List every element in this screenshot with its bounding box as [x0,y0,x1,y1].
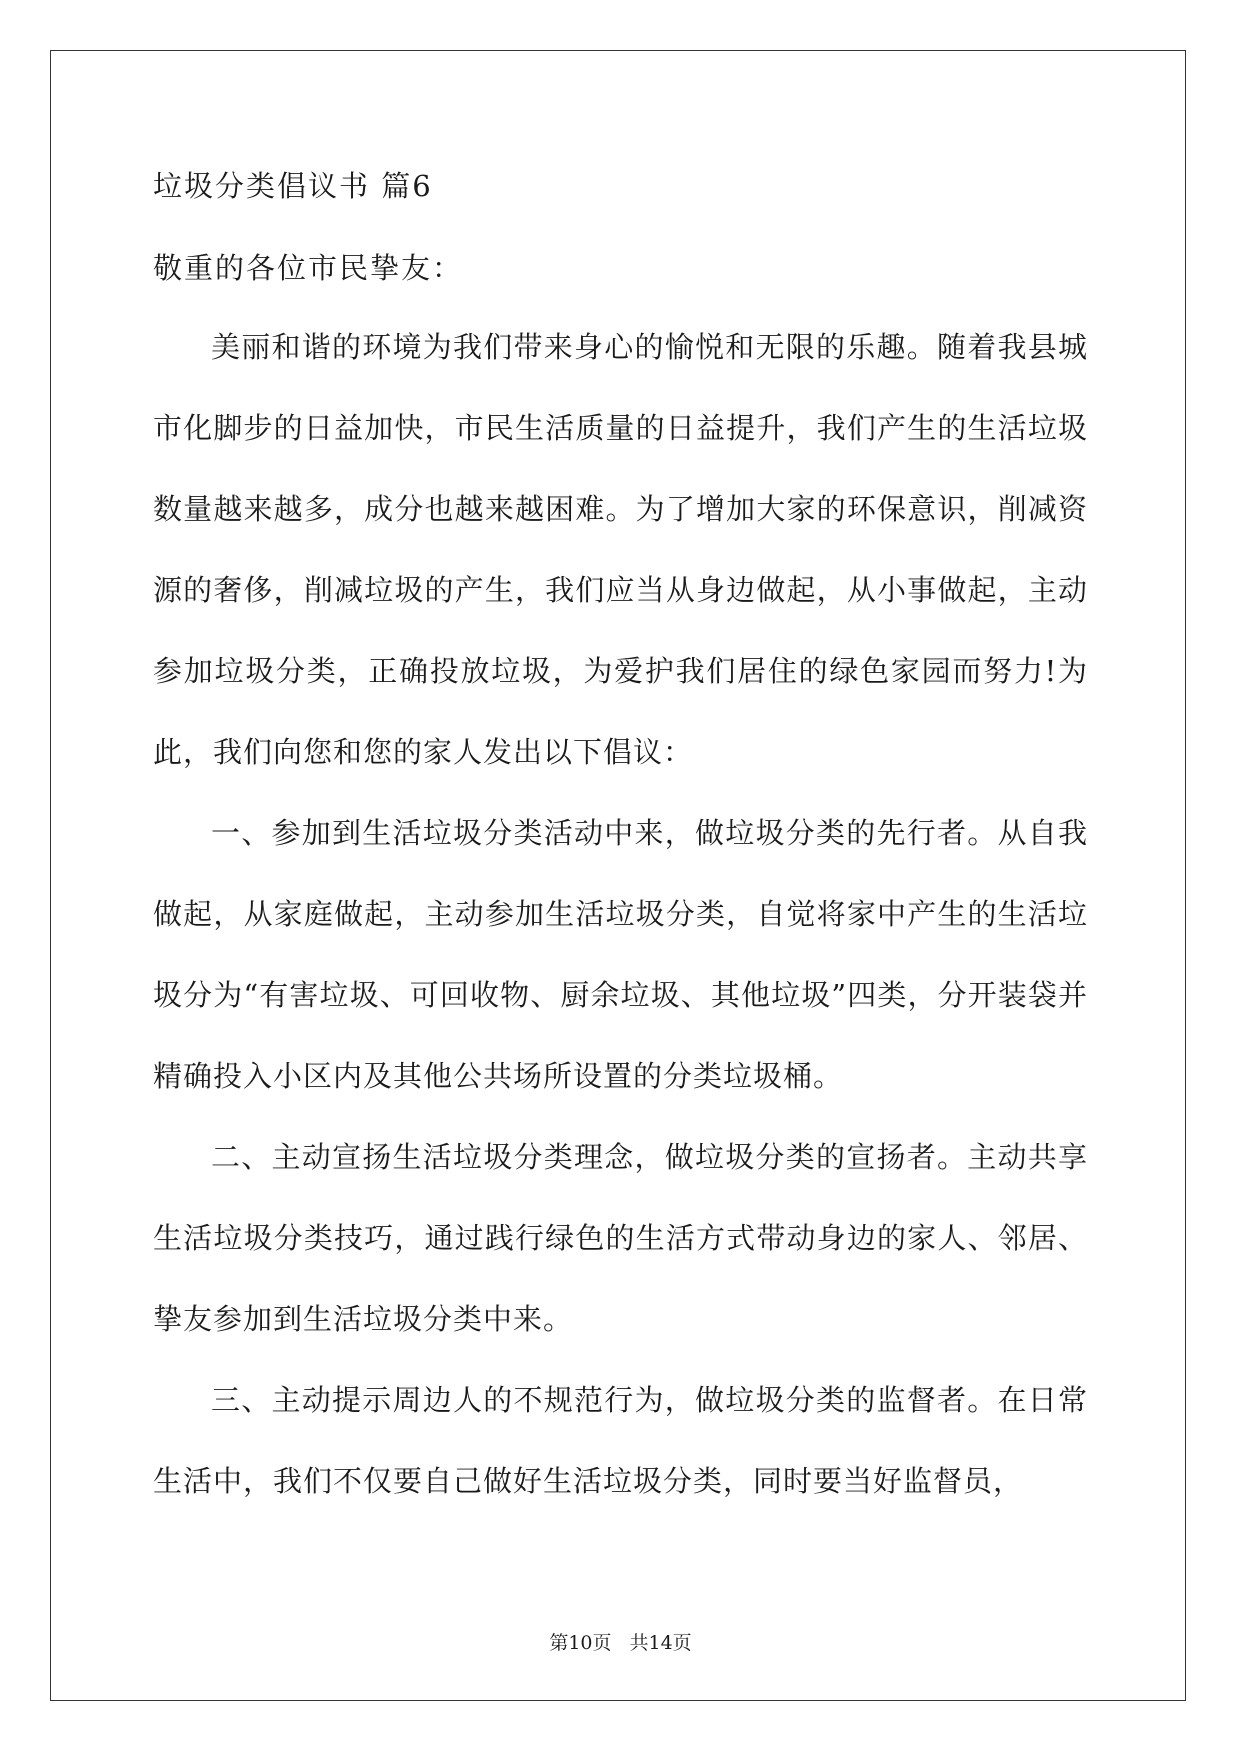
paragraph-item-1: 一、参加到生活垃圾分类活动中来，做垃圾分类的先行者。从自我做起，从家庭做起，主动参加生活垃圾分类，自觉将家中产生的生活垃圾分为“有害垃圾、可回收物、厨余垃圾、其他垃圾”四类，分开装袋并精确投入小区内及其他公共场所设置的分类垃圾桶。 [153,816,1088,1093]
document-body [153,165,1088,1522]
paragraph-item-3: 三、主动提示周边人的不规范行为，做垃圾分类的监督者。在日常生活中，我们不仅要自己做好生活垃圾分类，同时要当好监督员， [153,1383,1088,1498]
paragraph-intro: 美丽和谐的环境为我们带来身心的愉悦和无限的乐趣。随着我县城市化脚步的日益加快，市民生活质量的日益提升，我们产生的生活垃圾数量越来越多，成分也越来越困难。为了增加大家的环保意识，削减资源的奢侈，削减垃圾的产生，我们应当从身边做起，从小事做起，主动参加垃圾分类，正确投放垃圾，为爱护我们居住的绿色家园而努力!为此，我们向您和您的家人发出以下倡议： [153,330,1088,769]
paragraph-item-2: 二、主动宣扬生活垃圾分类理念，做垃圾分类的宣扬者。主动共享生活垃圾分类技巧，通过践行绿色的生活方式带动身边的家人、邻居、挚友参加到生活垃圾分类中来。 [153,1140,1088,1336]
total-page-count: 共14页 [629,1632,692,1654]
page-footer [0,1631,1241,1655]
greeting: 敬重的各位市民挚友： [153,251,464,285]
current-page-number: 第10页 [549,1632,612,1654]
document-title: 垃圾分类倡议书 篇6 [153,169,433,203]
